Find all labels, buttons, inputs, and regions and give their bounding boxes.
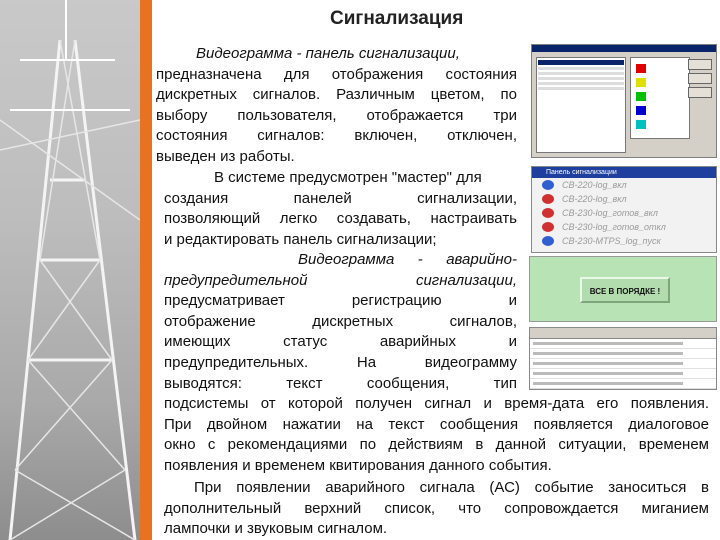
p1-line-0: Видеограмма - панель сигнализации, <box>196 45 460 62</box>
page-title: Сигнализация <box>330 8 464 29</box>
status-ok-screenshot <box>529 256 717 322</box>
p5-line-0: При появлении аварийного сигнала (АС) событие заноситься в <box>194 479 709 496</box>
p1-line-4: состояния сигналов: включен, отключен, <box>156 127 517 145</box>
p3-line-4: имеющих статус аварийных и <box>164 333 517 351</box>
p3-line-2: предусматривает регистрацию и <box>164 292 517 310</box>
p3-line-6: выводятся: текст сообщения, тип <box>164 374 517 392</box>
p2-line-1: создания панелей сигнализации, <box>164 189 517 207</box>
lamp-icon <box>542 194 554 204</box>
p3-line-1: предупредительной сигнализации, <box>164 271 517 289</box>
p4-line-0: подсистемы от которой получен сигнал и время-дата его появления. <box>164 395 709 412</box>
lamp-icon <box>542 208 554 218</box>
p1-line-1: предназначена для отображения состояния <box>156 65 517 83</box>
signal-row-2: СВ-230-log_готов_вкл <box>562 208 658 218</box>
lamp-icon <box>542 222 554 232</box>
status-ok-message: ВСЕ В ПОРЯДКЕ ! <box>580 277 670 303</box>
orange-accent-bar <box>140 0 152 540</box>
signal-panel-screenshot <box>531 166 717 253</box>
settings-dialog-screenshot <box>531 44 717 158</box>
p1-line-5: выведен из работы. <box>156 147 295 165</box>
paragraph-5 <box>164 478 709 540</box>
p1-line-2: дискретных сигналов. Различным цветом, по <box>156 86 517 104</box>
dialog-button-2 <box>688 73 712 84</box>
p5-line-2: лампочки и звуковым сигналом. <box>164 520 388 538</box>
p2-line-2: позволяющий легко создавать, настраивать <box>164 210 517 228</box>
signal-row-4: СВ-230-MTPS_log_пуск <box>562 236 661 246</box>
event-log-toolbar <box>530 328 716 339</box>
signal-tree-list <box>536 57 626 153</box>
lamp-icon <box>542 236 554 246</box>
paragraph-1 <box>156 44 517 168</box>
lamp-icon <box>542 180 554 190</box>
signal-row-3: СВ-230-log_готов_откл <box>562 222 666 232</box>
p2-line-0: В системе предусмотрен "мастер" для <box>214 169 482 186</box>
paragraph-3 <box>164 250 517 394</box>
paragraph-4 <box>164 394 709 476</box>
dialog-button-1 <box>688 59 712 70</box>
event-log-screenshot <box>529 327 717 390</box>
signal-row-1: СВ-220-log_вкл <box>562 194 627 204</box>
color-palette <box>630 57 690 139</box>
transmission-tower-illustration <box>0 0 140 540</box>
p3-line-5: предупредительных. На видеограмму <box>164 353 517 371</box>
p4-line-3: появления и временем квитирования данного события. <box>164 456 552 474</box>
power-tower-photo <box>0 0 140 540</box>
signal-row-0: СВ-220-log_вкл <box>562 180 627 190</box>
paragraph-2 <box>164 168 517 250</box>
p3-line-0: Видеограмма - аварийно- <box>298 251 517 268</box>
p4-line-2: окно с рекомендациями по действиям в данной ситуации, временем <box>164 436 709 454</box>
p5-line-1: дополнительный верхний список, что сопровождается миганием <box>164 499 709 517</box>
p3-line-3: отображение дискретных сигналов, <box>164 312 517 330</box>
p4-line-1: При двойном нажатии на текст сообщения появляется диалоговое <box>164 415 709 433</box>
dialog-button-3 <box>688 87 712 98</box>
signal-panel-header: Панель сигнализации <box>532 167 716 178</box>
p2-line-3: и редактировать панель сигнализации; <box>164 230 437 248</box>
p1-line-3: выбору пользователя, отображается три <box>156 106 517 124</box>
dialog-titlebar <box>532 45 716 52</box>
